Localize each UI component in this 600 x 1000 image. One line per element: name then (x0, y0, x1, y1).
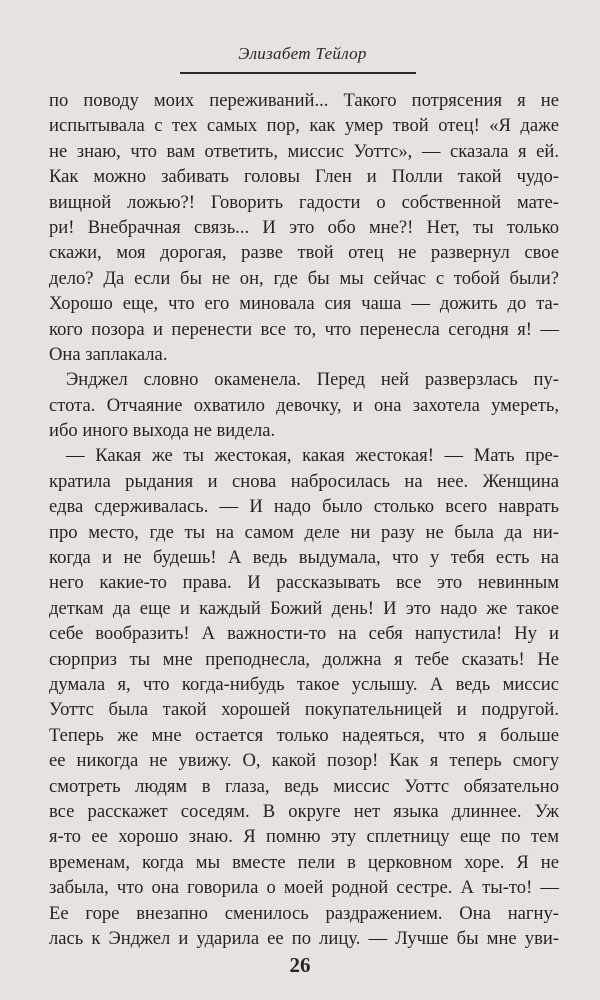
text-line: едва сдерживалась. — И надо было столько всего наврать (49, 496, 559, 518)
page-number: 26 (289, 953, 311, 977)
text-line: дело? Да если бы не он, где бы мы сейчас с тобой были? (49, 267, 559, 289)
text-line: деткам да еще и каждый Божий день! И это надо же такое (49, 597, 559, 619)
text-line: Как можно забивать головы Глен и Полли такой чудо- (49, 166, 559, 188)
text-line: себе вообразить! А важности-то на себя напустила! Ну и (49, 623, 559, 645)
text-line: когда и не будешь! А ведь выдумала, что у тебя есть на (49, 547, 559, 569)
text-line: стота. Отчаяние охватило девочку, и она захотела умереть, (49, 394, 559, 416)
text-line: ее никогда не увижу. О, какой позор! Как я теперь смогу (49, 750, 559, 772)
running-head: Элизабет Тейлор (238, 44, 367, 63)
text-line: испытывала с тех самых пор, как умер твой отец! «Я даже (49, 115, 559, 137)
text-line: не знаю, что вам ответить, миссис Уоттс», — сказала я ей. (49, 140, 559, 162)
text-line: временам, когда мы вместе пели в церковном хоре. Я не (49, 851, 559, 873)
text-line: него какие-то права. И рассказывать все это невинным (49, 572, 559, 594)
text-line: Энджел словно окаменела. Перед ней разверзлась пу- (66, 369, 559, 391)
text-line: я-то ее хорошо знаю. Я помню эту сплетницу еще по тем (49, 826, 559, 848)
text-line: думала я, что когда-нибудь такое услышу. А ведь миссис (49, 673, 559, 695)
text-line: сюрприз ты мне преподнесла, должна я тебе сказать! Не (49, 648, 559, 670)
text-line: забыла, что она говорила о моей родной сестре. А ты-то! — (49, 877, 559, 899)
text-line: Уоттс была такой хорошей покупательницей и подругой. (49, 699, 559, 721)
text-line: Теперь же мне остается только надеяться, что я больше (49, 724, 559, 746)
text-line: ри! Внебрачная связь... И это обо мне?! Нет, ты только (49, 216, 559, 238)
body-text (49, 88, 559, 951)
text-line: вищной ложью?! Говорить гадости о собственной мате- (49, 191, 559, 213)
text-line: лась к Энджел и ударила ее по лицу. — Лучше бы мне уви- (49, 927, 559, 949)
text-line: кратила рыдания и снова набросилась на нее. Женщина (49, 470, 559, 492)
text-line: Ее горе внезапно сменилось раздражением. Она нагну- (49, 902, 559, 924)
text-line: смотреть людям в глаза, ведь миссис Уоттс обязательно (49, 775, 559, 797)
text-line: кого позора и перенести все то, что перенесла сегодня я! — (49, 318, 559, 340)
text-line: все расскажет соседям. В округе нет языка длиннее. Уж (49, 800, 559, 822)
text-line: Хорошо еще, что его миновала сия чаша — дожить до та- (49, 293, 559, 315)
text-line: Она заплакала. (49, 343, 168, 365)
text-line: про место, где ты на самом деле ни разу не была да ни- (49, 521, 559, 543)
text-line: ибо иного выхода не видела. (49, 420, 276, 442)
text-line: — Какая же ты жестокая, какая жестокая! — Мать пре- (66, 445, 559, 467)
text-line: скажи, моя дорогая, разве твой отец не развернул свое (49, 242, 559, 264)
header-rule (180, 72, 416, 74)
text-line: по поводу моих переживаний... Такого потрясения я не (49, 90, 559, 111)
